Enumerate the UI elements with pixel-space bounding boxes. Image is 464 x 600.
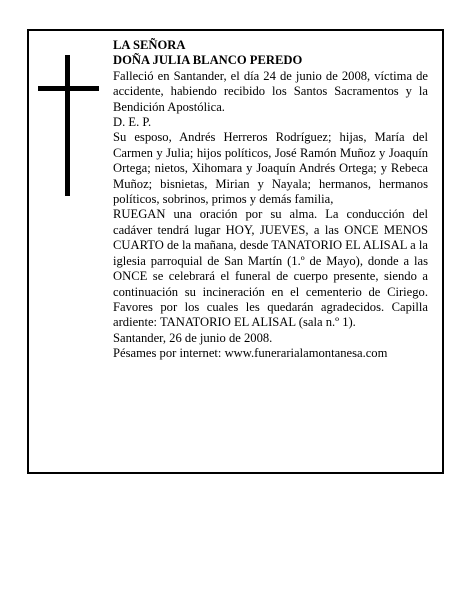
title-line-1: LA SEÑORA [113,38,186,52]
deceased-name: DOÑA JULIA BLANCO PEREDO [113,53,303,68]
cross-horizontal-bar [38,86,99,91]
death-paragraph: Falleció en Santander, el día 24 de junio de 2008, víctima de accidente, habiendo recibido los Santos Sacramentos y la Bendición Apostólica. [113,68,428,114]
family-paragraph: Su esposo, Andrés Herreros Rodríguez; hijas, María del Carmen y Julia; hijos políticos, José Ramón Muñoz y Joaquín Ortega; nietos, Xihomara y Joaquín Andrés Ortega; y Rebeca Muñoz; bisnietas, Mirian y Nayala; hermanos, hermanos políticos, sobrinos, primos y demás familia, [113,130,428,207]
condolences-line: Pésames por internet: www.funerarialamontanesa.com [113,346,388,361]
date-line: Santander, 26 de junio de 2008. [113,330,273,345]
cross-vertical-bar [65,55,70,196]
funeral-paragraph: RUEGAN una oración por su alma. La conducción del cadáver tendrá lugar HOY, JUEVES, a las ONCE MENOS CUARTO de la mañana, desde TANATORIO EL ALISAL a la iglesia parroquial de San Martín (1.º de Mayo), donde a las ONCE se celebrará el funeral de cuerpo presente, siendo a continuación su incineración en el cementerio de Ciriego. Favores por los cuales les quedarán agradecidos. Capilla ardiente: TANATORIO EL ALISAL (sala n.º 1). [113,207,428,330]
dep-line: D. E. P. [113,115,152,130]
obituary-text [113,38,428,362]
